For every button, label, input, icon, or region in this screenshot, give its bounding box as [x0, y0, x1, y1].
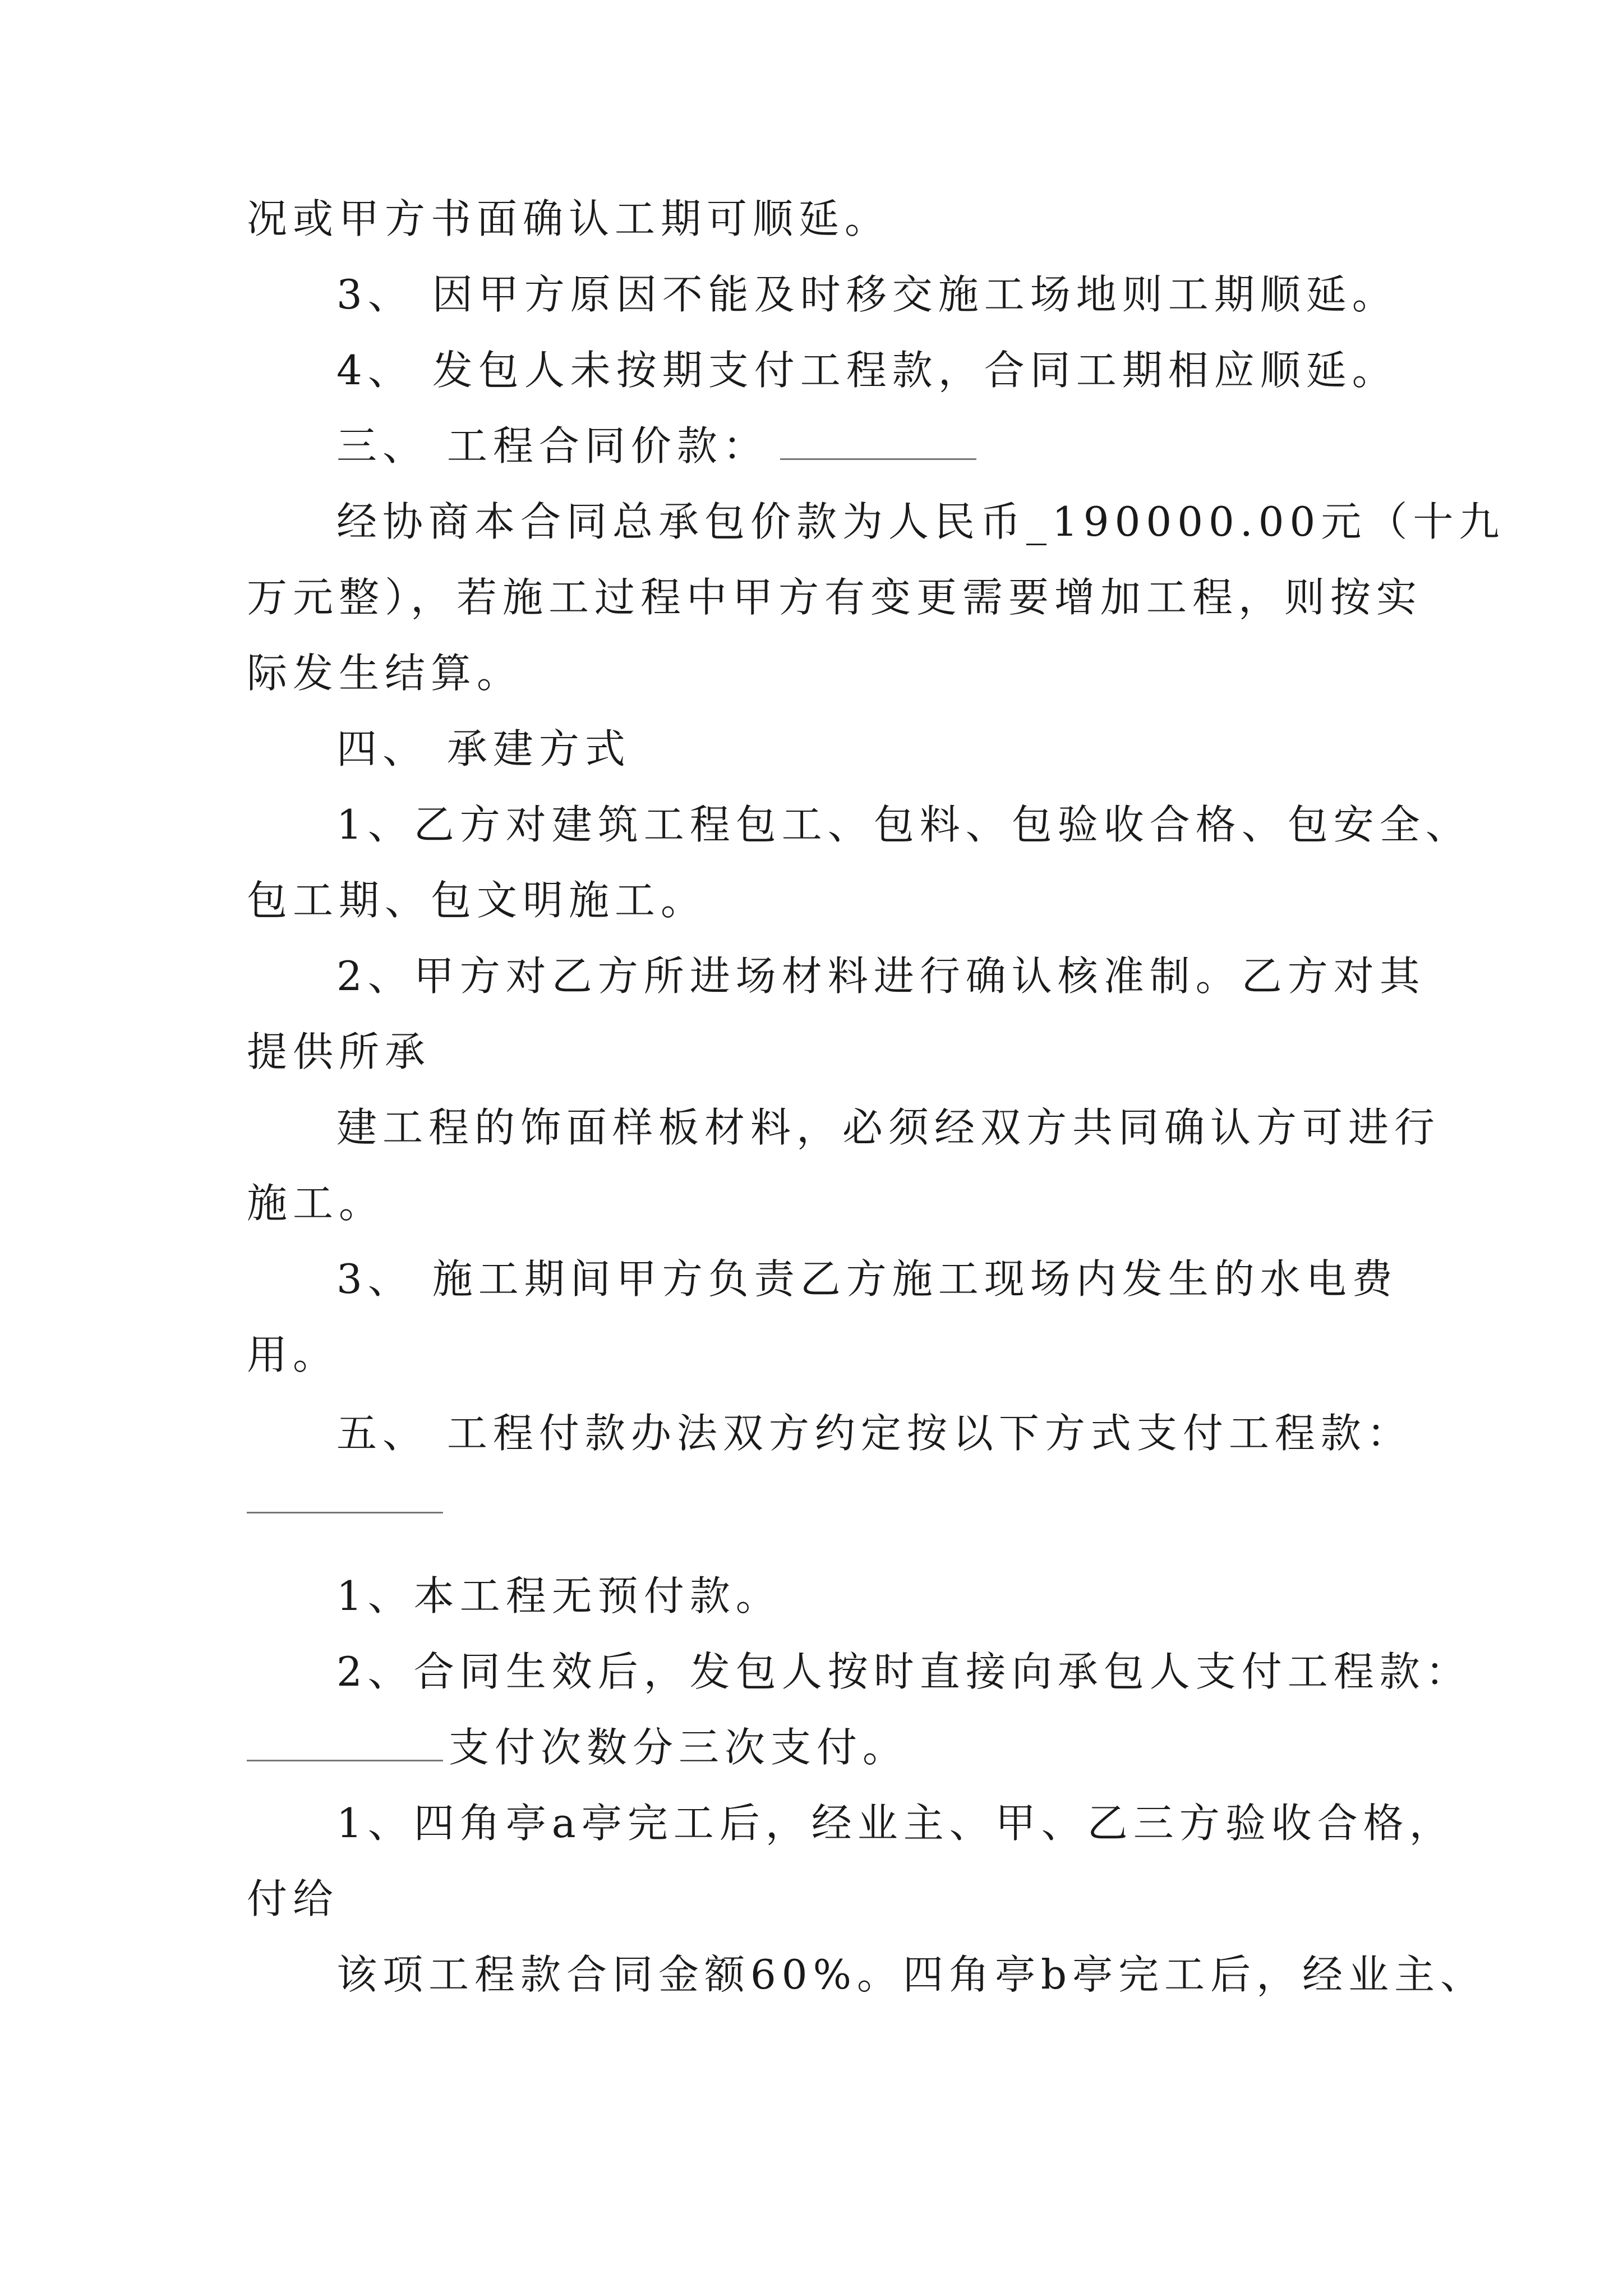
text-line: 2、甲方对乙方所进场材料进行确认核准制。乙方对其: [336, 953, 1426, 1000]
section-heading: 五、 工程付款办法双方约定按以下方式支付工程款：: [336, 1410, 1413, 1457]
text-line: 1、本工程无预付款。: [336, 1572, 782, 1619]
text-line: 提供所承: [247, 1028, 431, 1075]
text-line: 况或甲方书面确认工期可顺延。: [247, 195, 891, 242]
fill-in-blank: [247, 1760, 443, 1761]
contract-price-heading: [336, 418, 976, 474]
text-line: 1、四角亭a亭完工后，经业主、甲、乙三方验收合格，: [336, 1800, 1455, 1847]
heading-text: 三、 工程合同价款：: [336, 422, 769, 470]
text-line: 万元整），若施工过程中甲方有变更需要增加工程，则按实: [247, 574, 1423, 621]
text-line: 际发生结算。: [247, 650, 523, 697]
text-line: 该项工程款合同金额60%。四角亭b亭完工后，经业主、: [336, 1951, 1487, 1998]
text-line: 2、合同生效后，发包人按时直接向承包人支付工程款：: [336, 1648, 1472, 1695]
payment-count-line: [247, 1719, 909, 1775]
fill-in-blank: [247, 1512, 443, 1513]
text-line: 建工程的饰面样板材料，必须经双方共同确认方可进行: [336, 1104, 1441, 1151]
text-line: 经协商本合同总承包价款为人民币_190000.00元（十九: [336, 498, 1505, 545]
text-line: 付给: [247, 1875, 339, 1922]
text-segment: 支付次数分三次支付。: [449, 1724, 909, 1771]
fill-in-blank: [780, 456, 976, 460]
text-line: 3、 因甲方原因不能及时移交施工场地则工期顺延。: [336, 271, 1398, 318]
text-line: 4、 发包人未按期支付工程款，合同工期相应顺延。: [336, 347, 1398, 394]
text-line: 1、乙方对建筑工程包工、包料、包验收合格、包安全、: [336, 801, 1472, 848]
text-line: 施工。: [247, 1180, 385, 1227]
section-heading: 四、 承建方式: [336, 725, 631, 772]
text-line: 3、 施工期间甲方负责乙方施工现场内发生的水电费: [336, 1255, 1398, 1303]
text-line: 包工期、包文明施工。: [247, 877, 707, 924]
text-line: 用。: [247, 1331, 339, 1378]
